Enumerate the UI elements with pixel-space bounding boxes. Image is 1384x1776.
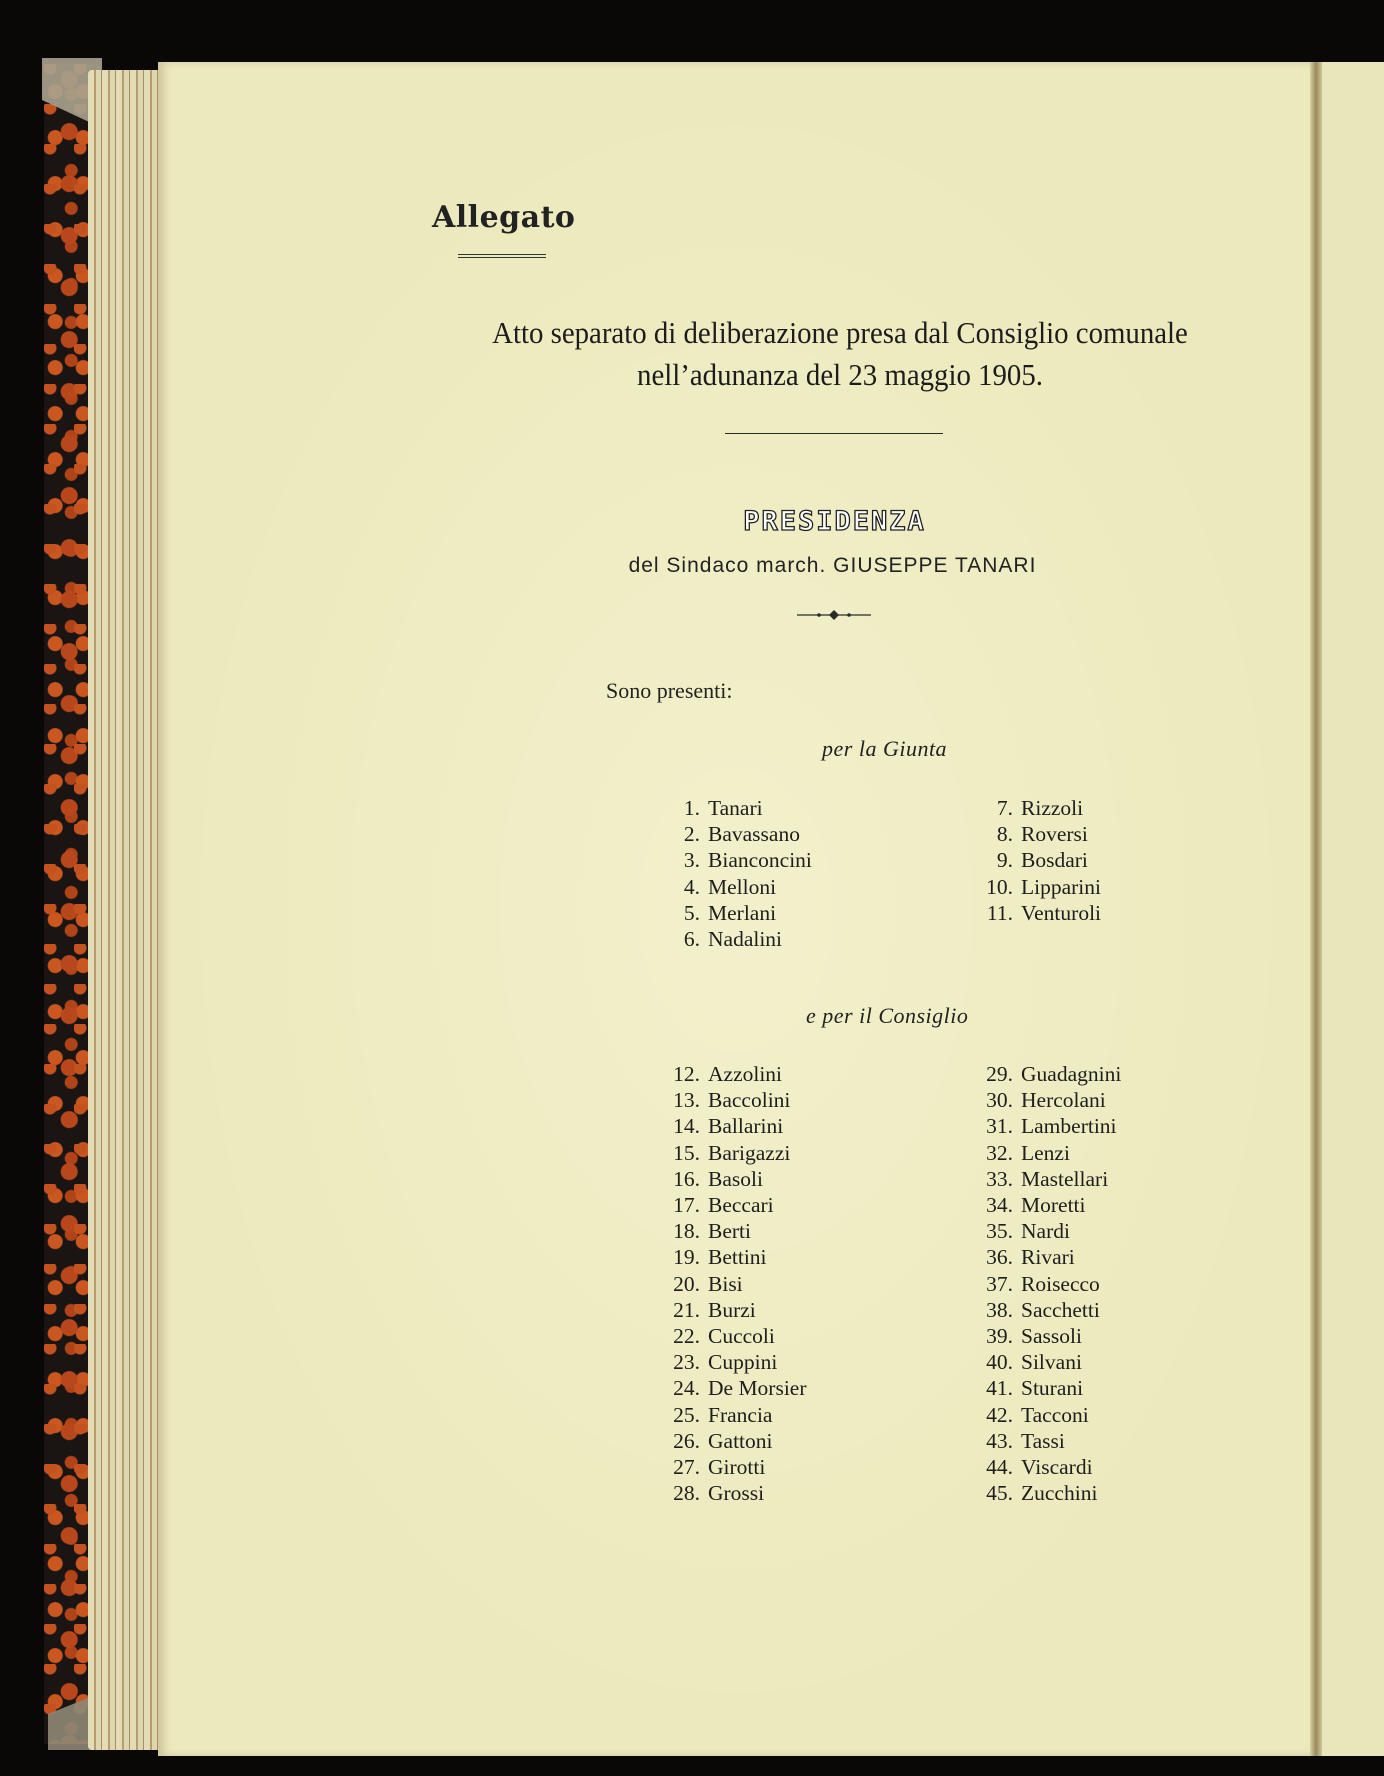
member-name: Grossi [708, 1481, 765, 1506]
member-number: 1. [683, 796, 700, 820]
member-number: 18. [673, 1219, 700, 1244]
member-name: Sacchetti [1021, 1297, 1100, 1322]
member-name: Bettini [708, 1245, 767, 1270]
member-number: 42. [986, 1402, 1013, 1427]
member-name: Tassi [1021, 1428, 1065, 1453]
member-name: Silvani [1021, 1350, 1082, 1375]
member-name: Zucchini [1021, 1481, 1098, 1506]
double-rule [458, 254, 546, 258]
member-number: 35. [986, 1219, 1013, 1244]
member-name: Bisi [708, 1271, 743, 1296]
member-number: 37. [986, 1271, 1013, 1296]
member-name: Cuppini [708, 1350, 778, 1375]
member-number: 8. [996, 822, 1013, 847]
member-name: Tanari [708, 796, 763, 820]
member-name: Bianconcini [708, 848, 812, 873]
ornament-divider-icon [797, 608, 871, 622]
member-number: 41. [986, 1376, 1013, 1401]
member-name: Sassoli [1021, 1324, 1082, 1348]
member-number: 9. [996, 848, 1013, 873]
member-name: Guadagnini [1021, 1062, 1122, 1086]
member-name: Ballarini [708, 1114, 784, 1139]
member-name: Girotti [708, 1455, 766, 1479]
member-number: 32. [986, 1140, 1013, 1165]
giunta-heading: per la Giunta [822, 736, 948, 761]
member-name: Gattoni [708, 1428, 773, 1453]
member-number: 10. [986, 874, 1013, 899]
member-name: Azzolini [708, 1062, 783, 1086]
member-number: 45. [986, 1481, 1013, 1506]
member-number: 44. [986, 1455, 1013, 1479]
member-name: De Morsier [708, 1376, 807, 1401]
member-name: Tacconi [1021, 1402, 1089, 1427]
member-name: Nadalini [708, 927, 783, 951]
member-number: 5. [683, 900, 700, 925]
member-name: Beccari [708, 1193, 774, 1217]
member-number: 29. [986, 1062, 1013, 1086]
member-number: 2. [683, 822, 700, 847]
member-name: Rivari [1021, 1245, 1075, 1270]
title-rule [725, 433, 943, 434]
member-number: 40. [986, 1350, 1013, 1375]
heading-allegato: Allegato [432, 200, 576, 235]
member-name: Venturoli [1021, 900, 1102, 925]
member-number: 4. [683, 874, 700, 899]
member-number: 15. [673, 1140, 700, 1165]
presidency-name: del Sindaco march. GIUSEPPE TANARI [628, 554, 1037, 577]
present-label: Sono presenti: [606, 678, 733, 703]
member-number: 30. [986, 1088, 1013, 1113]
member-number: 21. [673, 1297, 700, 1322]
member-number: 7. [996, 796, 1013, 820]
member-name: Barigazzi [708, 1140, 791, 1165]
member-name: Burzi [708, 1297, 756, 1322]
title-line-1: Atto separato di deliberazione presa dal Consiglio comunale [492, 315, 1188, 350]
member-number: 23. [673, 1350, 700, 1375]
member-number: 26. [673, 1428, 700, 1453]
member-name: Bavassano [708, 822, 800, 847]
member-name: Rizzoli [1021, 796, 1084, 820]
member-name: Sturani [1021, 1376, 1084, 1401]
member-number: 43. [986, 1428, 1013, 1453]
member-number: 14. [673, 1114, 700, 1139]
member-name: Roversi [1021, 822, 1088, 847]
member-number: 16. [673, 1166, 700, 1191]
member-name: Lenzi [1021, 1140, 1070, 1165]
member-name: Viscardi [1021, 1455, 1093, 1479]
member-number: 25. [673, 1402, 700, 1427]
member-name: Nardi [1021, 1219, 1070, 1244]
member-number: 39. [986, 1324, 1013, 1348]
member-number: 22. [673, 1324, 700, 1348]
member-number: 36. [986, 1245, 1013, 1270]
member-name: Roisecco [1021, 1271, 1100, 1296]
member-name: Lipparini [1021, 874, 1102, 899]
member-name: Bosdari [1021, 848, 1088, 873]
member-number: 12. [673, 1062, 700, 1086]
member-number: 38. [986, 1297, 1013, 1322]
member-number: 17. [673, 1193, 700, 1217]
member-number: 19. [673, 1245, 700, 1270]
member-number: 13. [673, 1088, 700, 1113]
member-number: 33. [986, 1166, 1013, 1191]
member-number: 27. [673, 1455, 700, 1479]
member-name: Melloni [708, 874, 777, 899]
member-number: 31. [986, 1114, 1013, 1139]
member-name: Hercolani [1021, 1088, 1106, 1113]
presidency-label: PRESIDENZA [743, 506, 926, 537]
member-number: 11. [986, 900, 1013, 925]
member-name: Lambertini [1021, 1114, 1117, 1139]
member-name: Moretti [1021, 1193, 1086, 1217]
member-number: 28. [673, 1481, 700, 1506]
member-name: Berti [708, 1219, 751, 1244]
member-name: Cuccoli [708, 1324, 775, 1348]
member-name: Mastellari [1021, 1166, 1109, 1191]
member-number: 6. [683, 927, 700, 951]
member-number: 34. [986, 1193, 1013, 1217]
member-number: 24. [673, 1376, 700, 1401]
member-name: Merlani [708, 900, 777, 925]
book-gutter [1310, 62, 1322, 1756]
member-name: Baccolini [708, 1088, 791, 1113]
member-name: Francia [708, 1402, 773, 1427]
facing-page [1322, 62, 1384, 1756]
member-name: Basoli [708, 1166, 763, 1191]
member-number: 20. [673, 1271, 700, 1296]
title-line-2: nell’adunanza del 23 maggio 1905. [637, 357, 1043, 392]
consiglio-heading: e per il Consiglio [806, 1003, 969, 1028]
page-edges [88, 70, 168, 1750]
member-number: 3. [683, 848, 700, 873]
